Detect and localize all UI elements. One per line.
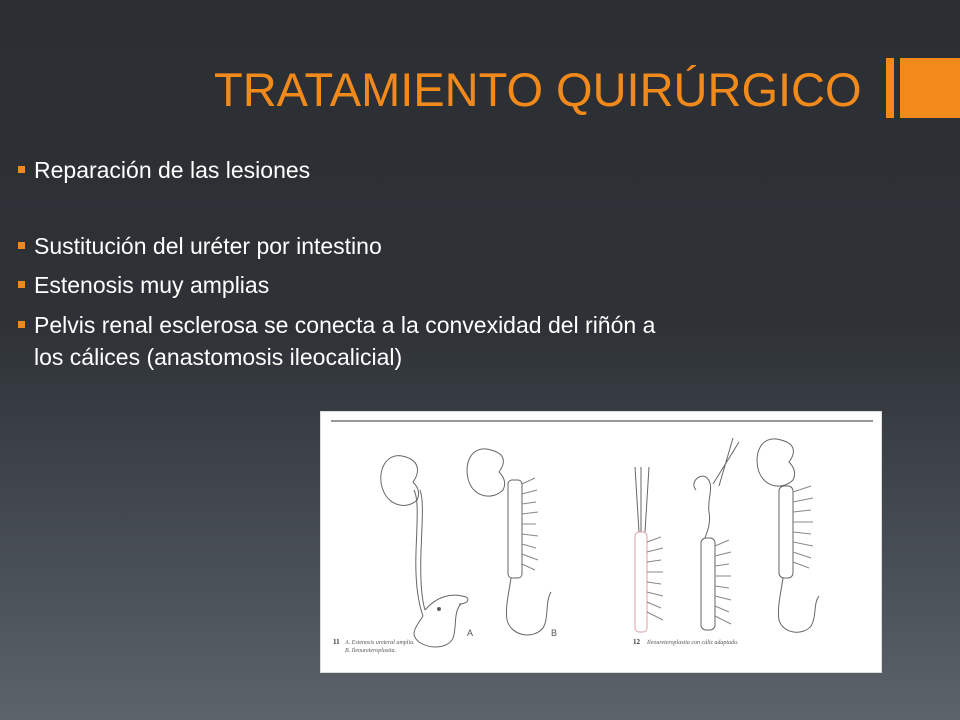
surgical-illustration-drawing	[321, 412, 881, 672]
bullet-item	[18, 230, 382, 262]
caption-left-number: 11	[333, 638, 340, 646]
caption-right-number: 12	[633, 638, 640, 646]
panel-12b-drawing	[694, 438, 739, 630]
panel-12a-drawing	[635, 467, 663, 632]
caption-left-line-1: A. Estenosis ureteral amplia.	[345, 640, 415, 646]
bullet-square-icon	[18, 281, 25, 288]
bullet-text-continuation: los cálices (anastomosis ileocalicial)	[34, 344, 403, 370]
panel-label-b: B	[551, 628, 558, 638]
caption-right-text: Ileoureteroplastia con cáliz adaptado.	[647, 640, 739, 646]
bullet-square-icon	[18, 321, 25, 328]
slide-title: TRATAMIENTO QUIRÚRGICO	[214, 63, 862, 116]
bullet-item	[18, 154, 310, 186]
panel-label-a: A	[467, 628, 474, 638]
bullet-item	[18, 269, 269, 301]
bullet-text: Sustitución del uréter por intestino	[34, 233, 382, 259]
title-accent-bar-thick	[900, 58, 960, 118]
title-accent-bar-thin	[886, 58, 894, 118]
panel-a-drawing	[381, 456, 468, 647]
bullet-square-icon	[18, 242, 25, 249]
bullet-text: Reparación de las lesiones	[34, 157, 311, 183]
panel-b-drawing	[467, 449, 551, 635]
bullet-text: Pelvis renal esclerosa se conecta a la convexidad del riñón a	[34, 312, 656, 338]
bullet-text: Estenosis muy amplias	[34, 272, 270, 298]
caption-left-line-2: B. Ileoureteroplastia.	[345, 648, 397, 654]
bullet-square-icon	[18, 166, 25, 173]
surgical-illustration	[320, 411, 882, 673]
panel-12c-drawing	[757, 439, 819, 632]
bullet-item	[18, 309, 655, 373]
